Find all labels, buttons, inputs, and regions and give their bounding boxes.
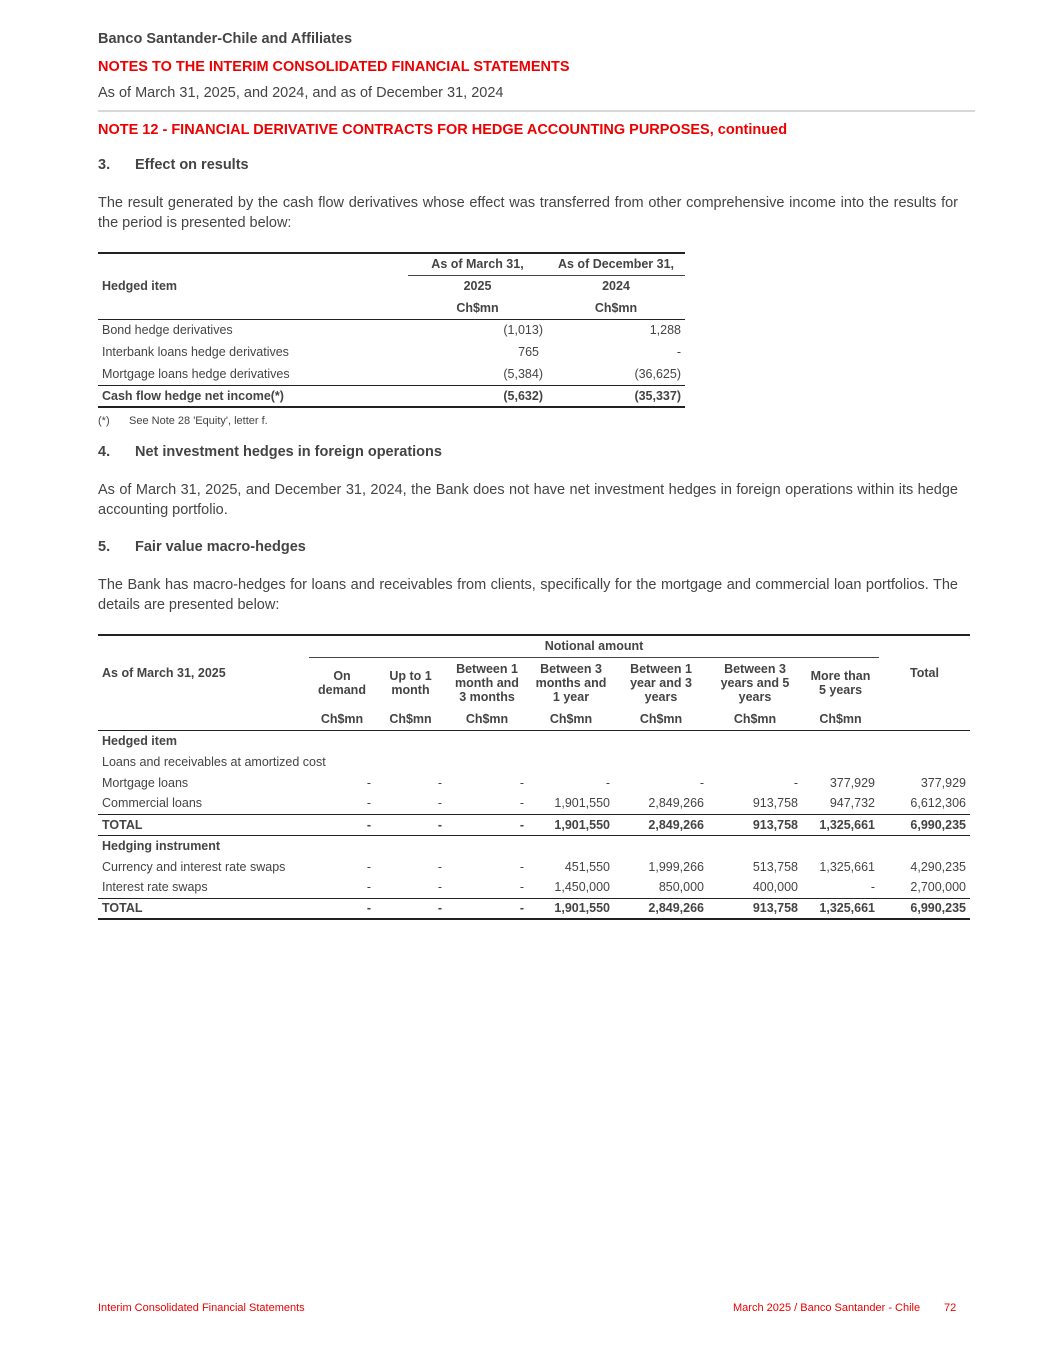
cell-value: - <box>676 345 681 359</box>
col-unit: Ch$mn <box>549 712 593 727</box>
row-label: TOTAL <box>98 898 309 919</box>
col-header-total: Total <box>910 665 939 680</box>
cell-value: - <box>446 814 528 835</box>
cell-value: - <box>366 796 371 811</box>
cell-value: - <box>366 775 371 790</box>
group-header-row <box>98 835 970 856</box>
col-unit: Ch$mn <box>639 712 683 727</box>
cell-value: - <box>446 898 528 919</box>
cell-value: (36,625) <box>634 366 681 381</box>
cell-value: 400,000 <box>752 880 798 895</box>
row-label: Mortgage loans <box>102 775 189 790</box>
row-label: Interbank loans hedge derivatives <box>102 345 289 359</box>
row-label: Bond hedge derivatives <box>98 319 408 341</box>
cell-value: 2,849,266 <box>614 814 708 835</box>
company-name: Banco Santander-Chile and Affiliates <box>98 31 353 47</box>
cell-value: 1,325,661 <box>802 814 879 835</box>
col-header: On demand <box>318 669 366 698</box>
section-number: 5. <box>98 539 111 555</box>
cell-value: - <box>519 859 524 874</box>
total-row <box>98 814 970 835</box>
cell-value: - <box>366 880 371 895</box>
table-row <box>98 856 970 877</box>
cell-value: - <box>375 814 446 835</box>
footer-right: March 2025 / Banco Santander - Chile <box>733 1302 921 1314</box>
cell-value: 947,732 <box>829 796 875 811</box>
row-label: Cash flow hedge net income(*) <box>98 385 408 407</box>
col-unit: Ch$mn <box>733 712 777 727</box>
hedging-instrument-label: Hedging instrument <box>98 835 970 856</box>
section-title: Fair value macro-hedges <box>135 539 306 555</box>
cell-value: 1,901,550 <box>528 814 614 835</box>
header-divider <box>98 110 975 112</box>
cell-value: (5,384) <box>503 366 543 381</box>
footnote-text: See Note 28 'Equity', letter f. <box>129 415 268 427</box>
col-unit: Ch$mn <box>389 712 432 727</box>
cell-value: - <box>437 859 442 874</box>
row-label: Mortgage loans hedge derivatives <box>102 366 290 381</box>
col-unit: Ch$mn <box>819 712 862 727</box>
cell-value: 6,990,235 <box>879 814 970 835</box>
col-year-2024: 2024 <box>602 279 630 294</box>
cell-value: - <box>699 775 704 790</box>
row-label: Interest rate swaps <box>102 880 208 895</box>
cell-value: - <box>793 775 798 790</box>
row-label: TOTAL <box>98 814 309 835</box>
footnote-mark: (*) <box>98 415 110 427</box>
note-title: NOTE 12 - FINANCIAL DERIVATIVE CONTRACTS FOR HEDGE ACCOUNTING PURPOSES, continued <box>98 122 788 138</box>
subgroup-row <box>98 751 970 772</box>
table-row <box>98 772 970 793</box>
total-row <box>98 385 685 407</box>
col-unit: Ch$mn <box>594 300 638 315</box>
cell-value: 913,758 <box>752 796 798 811</box>
cell-value: (5,632) <box>408 385 547 407</box>
cell-value: 2,700,000 <box>910 880 966 895</box>
cell-value: - <box>519 775 524 790</box>
cell-value: - <box>519 796 524 811</box>
table-row <box>98 319 685 341</box>
cash-flow-hedge-table <box>98 252 685 408</box>
cell-value: 1,288 <box>547 319 685 341</box>
cell-value: 1,325,661 <box>819 859 875 874</box>
cell-value: 913,758 <box>708 898 802 919</box>
group-header-row <box>98 730 970 751</box>
col-header: More than 5 years <box>810 669 871 698</box>
cell-value: 1,901,550 <box>554 796 610 811</box>
as-of-dates: As of March 31, 2025, and 2024, and as of December 31, 2024 <box>98 85 504 101</box>
cell-value: 377,929 <box>920 775 966 790</box>
col-header-march-2025: As of March 31, <box>408 253 547 275</box>
page-number: 72 <box>944 1302 957 1314</box>
cell-value: 2,849,266 <box>614 898 708 919</box>
col-unit: Ch$mn <box>456 300 499 315</box>
cell-value: (35,337) <box>547 385 685 407</box>
col-header: Up to 1 month <box>389 669 432 698</box>
section-title: Effect on results <box>135 157 249 173</box>
total-row <box>98 898 970 919</box>
cell-value: 6,990,235 <box>879 898 970 919</box>
cell-value: - <box>605 775 610 790</box>
col-header: Between 3 months and 1 year <box>535 662 607 705</box>
hedged-item-label: Hedged item <box>98 730 970 751</box>
cell-value: 377,929 <box>829 775 875 790</box>
cell-value: - <box>366 859 371 874</box>
section-4-paragraph: As of March 31, 2025, and December 31, 2024, the Bank does not have net investment hedges in foreign operations within its hedge accounting portfolio. <box>98 482 958 518</box>
cell-value: 6,612,306 <box>910 796 966 811</box>
cell-value: 2,849,266 <box>648 796 704 811</box>
table-row <box>98 877 970 898</box>
col-header-as-of: As of March 31, 2025 <box>102 665 226 680</box>
row-label: Commercial loans <box>102 796 203 811</box>
cell-value: 1,325,661 <box>802 898 879 919</box>
col-unit: Ch$mn <box>320 712 364 727</box>
col-header: Between 1 year and 3 years <box>630 662 692 705</box>
col-header: Between 1 month and 3 months <box>455 662 519 705</box>
notional-amount-header: Notional amount <box>309 635 879 657</box>
cell-value: 1,450,000 <box>554 880 610 895</box>
section-title: Net investment hedges in foreign operations <box>135 444 442 460</box>
table-row <box>98 363 685 385</box>
section-5-paragraph: The Bank has macro-hedges for loans and receivables from clients, specifically for the mortgage and commercial loan portfolios. The details are presented below: <box>98 577 958 613</box>
notes-title: NOTES TO THE INTERIM CONSOLIDATED FINANCIAL STATEMENTS <box>98 59 570 75</box>
cell-value: 1,901,550 <box>528 898 614 919</box>
cell-value: - <box>309 814 375 835</box>
cell-value: 850,000 <box>658 880 704 895</box>
cell-value: 1,999,266 <box>648 859 704 874</box>
cell-value: - <box>437 880 442 895</box>
cell-value: - <box>375 898 446 919</box>
cell-value: 4,290,235 <box>910 859 966 874</box>
cell-value: 913,758 <box>708 814 802 835</box>
table-row <box>98 341 685 363</box>
cell-value: - <box>309 898 375 919</box>
cell-value: - <box>437 775 442 790</box>
cell-value: 451,550 <box>564 859 610 874</box>
section-number: 3. <box>98 157 111 173</box>
cell-value: 513,758 <box>752 859 798 874</box>
row-label: Currency and interest rate swaps <box>102 859 286 874</box>
section-number: 4. <box>98 444 111 460</box>
cell-value: (1,013) <box>408 319 547 341</box>
section-3-paragraph: The result generated by the cash flow derivatives whose effect was transferred from other comprehensive income into the results for the period is presented below: <box>98 195 958 231</box>
macro-hedges-table <box>98 634 970 920</box>
col-year-2025: 2025 <box>463 279 492 294</box>
table-row <box>98 793 970 814</box>
cell-value: - <box>437 796 442 811</box>
cell-value: 765 <box>518 345 539 359</box>
cell-value: - <box>519 880 524 895</box>
col-unit: Ch$mn <box>465 712 509 727</box>
footer-left: Interim Consolidated Financial Statements <box>98 1302 305 1314</box>
loans-label: Loans and receivables at amortized cost <box>102 754 326 769</box>
cell-value: - <box>870 880 875 895</box>
col-header-dec-2024: As of December 31, <box>547 253 685 275</box>
col-header-hedged-item: Hedged item <box>102 279 178 294</box>
footnote <box>98 415 268 427</box>
col-header: Between 3 years and 5 years <box>720 662 790 705</box>
